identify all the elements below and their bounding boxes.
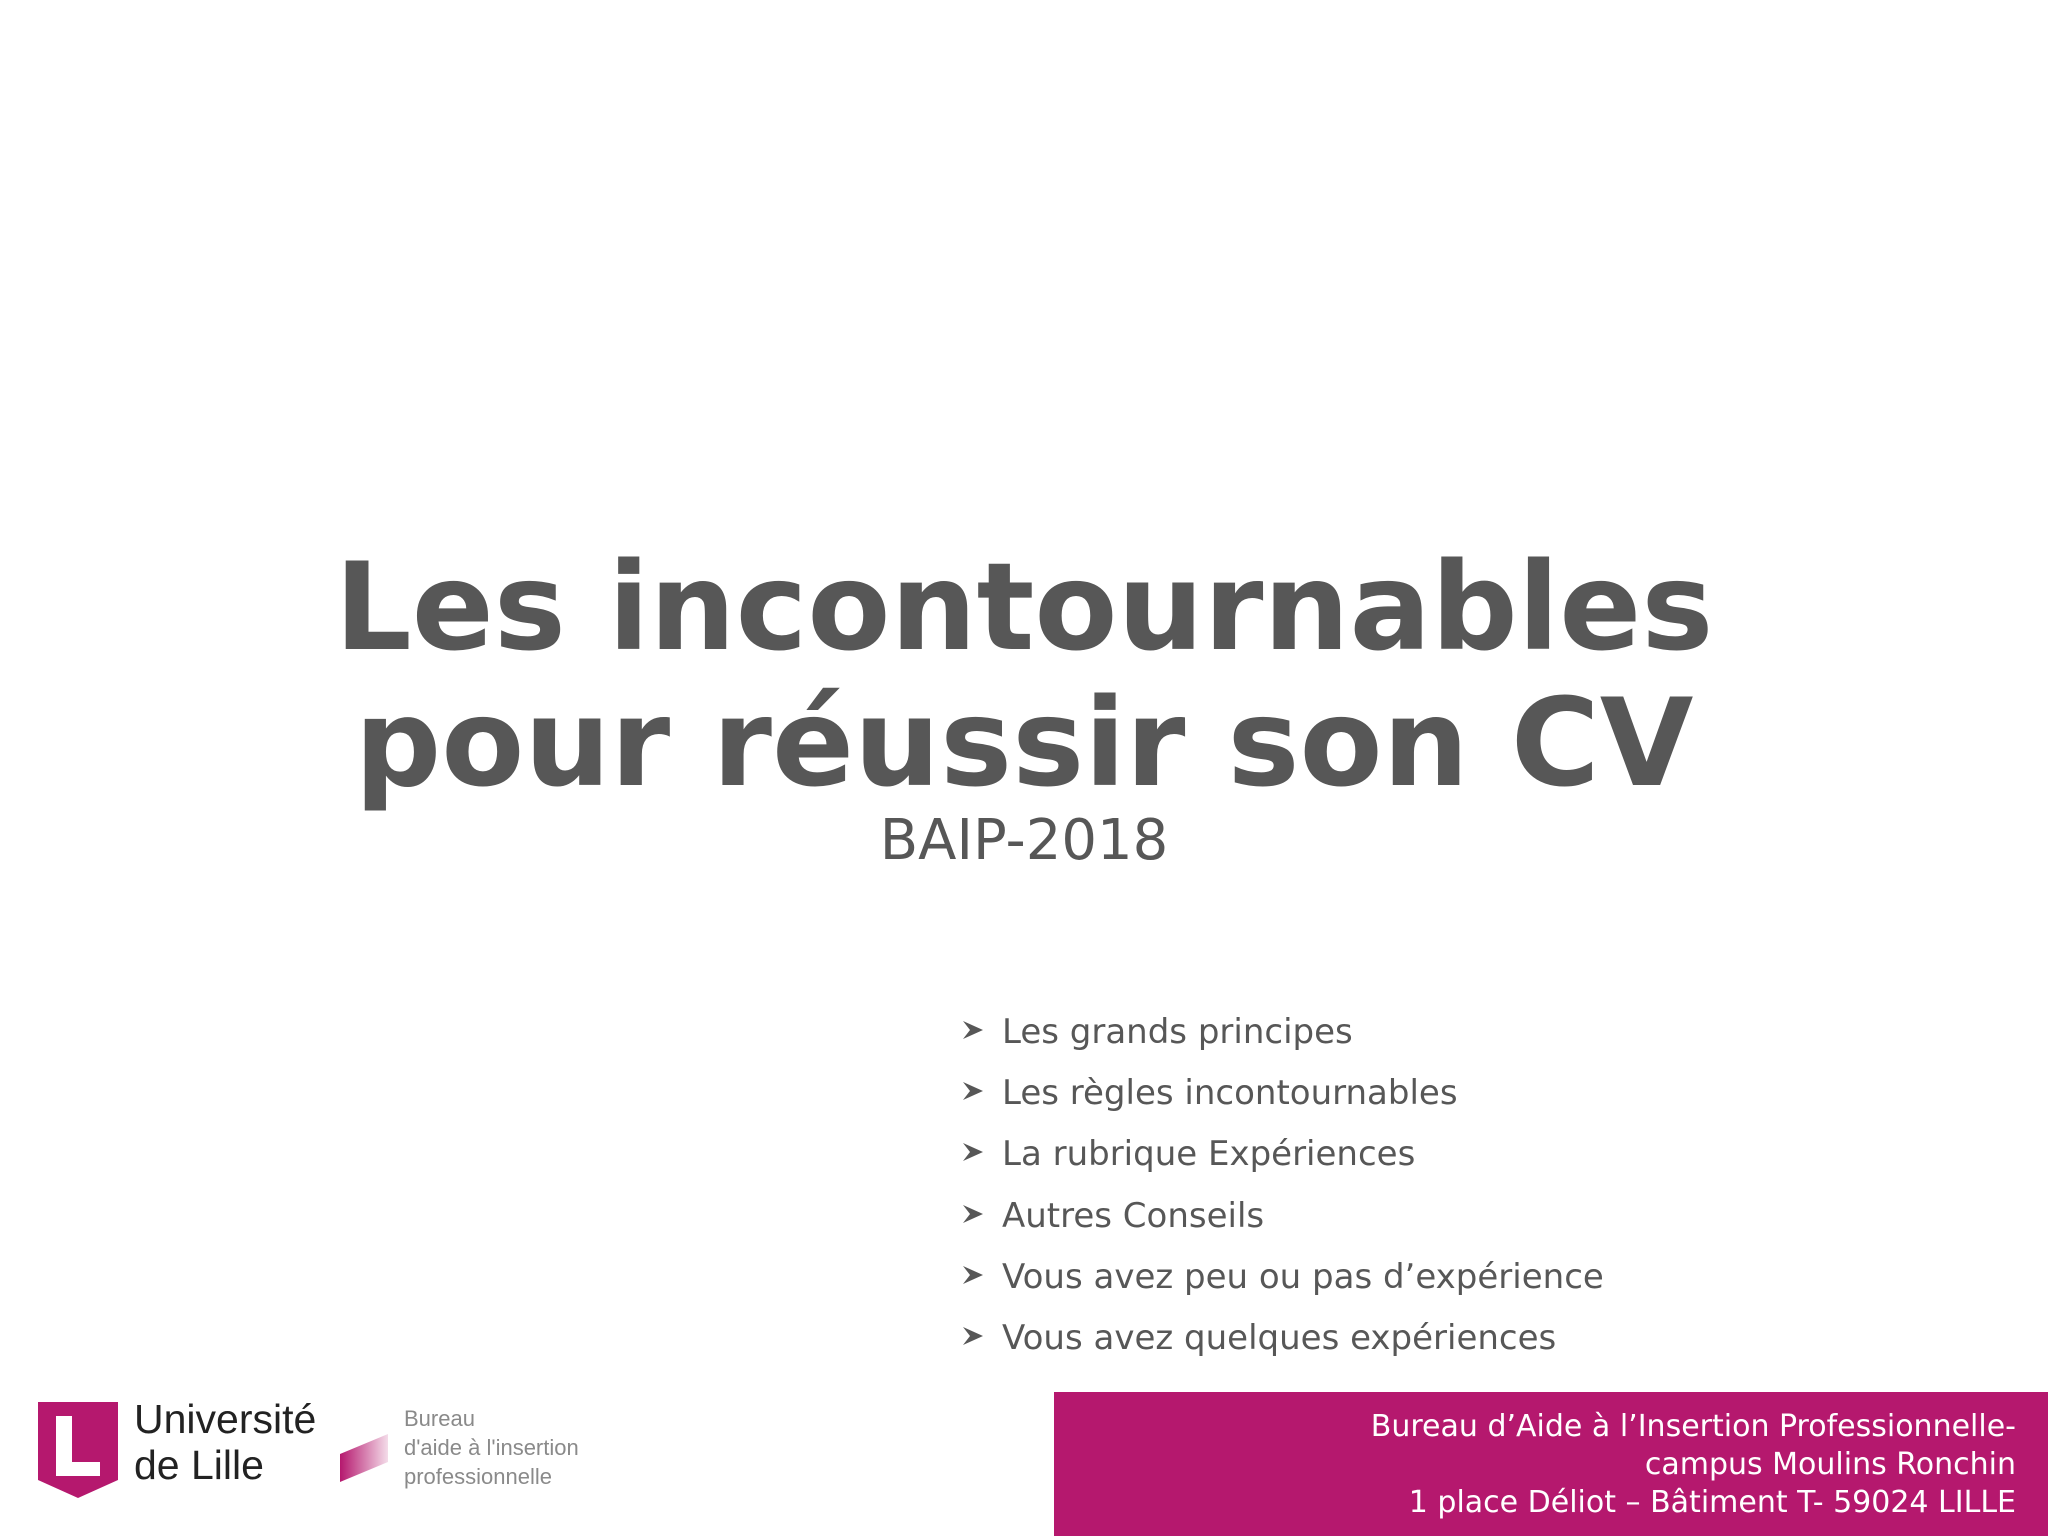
agenda-item-label: Vous avez peu ou pas d’expérience bbox=[1002, 1256, 1604, 1297]
logo-name-line: Université bbox=[134, 1396, 317, 1442]
slide-title-line: Les incontournables bbox=[334, 537, 1714, 678]
slide-title bbox=[0, 537, 2048, 814]
logo-sub-line: professionnelle bbox=[404, 1464, 552, 1489]
logo-sub-line: d'aide à l'insertion bbox=[404, 1435, 579, 1460]
arrow-bullet-icon bbox=[962, 1203, 984, 1225]
logo-slash-icon bbox=[340, 1432, 388, 1484]
footer-line: campus Moulins Ronchin bbox=[1644, 1447, 2016, 1482]
slide-title-line: pour réussir son CV bbox=[354, 673, 1694, 814]
arrow-bullet-icon bbox=[962, 1019, 984, 1041]
footer-address-box bbox=[1054, 1392, 2048, 1536]
agenda-list bbox=[962, 1003, 1604, 1370]
arrow-bullet-icon bbox=[962, 1264, 984, 1286]
logo-sub-line: Bureau bbox=[404, 1406, 475, 1431]
arrow-bullet-icon bbox=[962, 1325, 984, 1347]
logo-university-name bbox=[134, 1396, 316, 1488]
agenda-item bbox=[962, 1309, 1604, 1370]
agenda-item-label: Autres Conseils bbox=[1002, 1195, 1265, 1236]
agenda-item-label: Les grands principes bbox=[1002, 1012, 1353, 1052]
agenda-item-label: Les règles incontournables bbox=[1002, 1073, 1458, 1114]
agenda-item bbox=[962, 1125, 1604, 1186]
agenda-item-label: La rubrique Expériences bbox=[1002, 1134, 1416, 1175]
logo-service-name bbox=[404, 1404, 579, 1491]
slide-subtitle: BAIP-2018 bbox=[879, 808, 1169, 873]
universite-de-lille-logo-icon bbox=[38, 1402, 118, 1498]
universite-de-lille-logo bbox=[38, 1394, 638, 1504]
arrow-bullet-icon bbox=[962, 1141, 984, 1163]
agenda-item-label: Vous avez quelques expériences bbox=[1002, 1317, 1557, 1358]
agenda-item bbox=[962, 1003, 1604, 1064]
footer-address bbox=[1371, 1408, 2016, 1522]
footer-line: Bureau d’Aide à l’Insertion Professionnelle- bbox=[1370, 1409, 2016, 1444]
agenda-item bbox=[962, 1248, 1604, 1309]
agenda-item bbox=[962, 1187, 1604, 1248]
agenda-item bbox=[962, 1064, 1604, 1125]
logo-name-line: de Lille bbox=[134, 1442, 264, 1488]
footer-line: 1 place Déliot – Bâtiment T- 59024 LILLE bbox=[1408, 1485, 2016, 1520]
arrow-bullet-icon bbox=[962, 1080, 984, 1102]
